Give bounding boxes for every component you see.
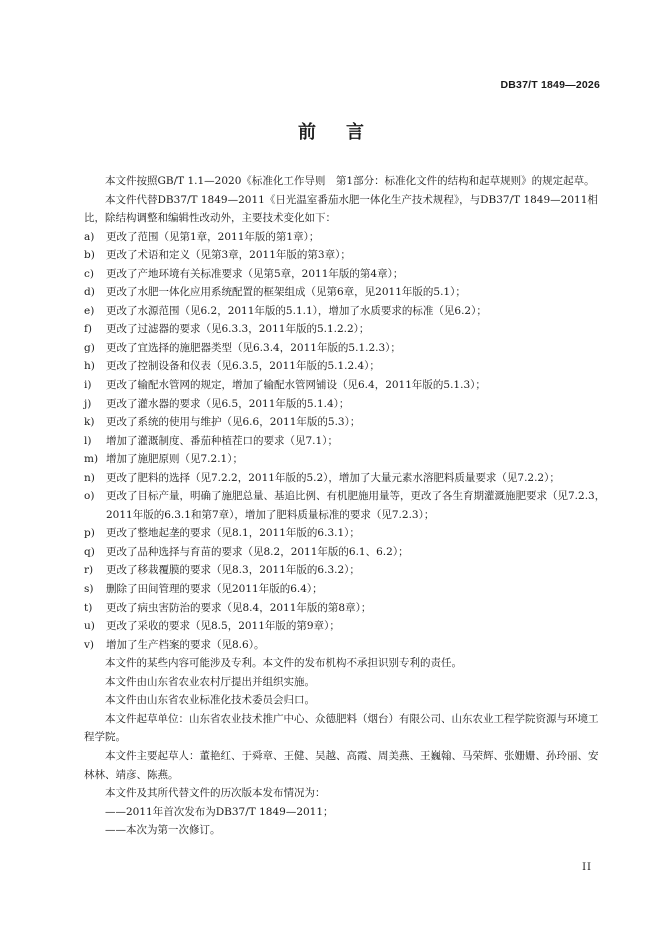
drafting-units-paragraph: 本文件起草单位：山东省农业技术推广中心、众德肥料（烟台）有限公司、山东农业工程学院资源与环境工程学院。 <box>84 712 599 744</box>
list-item <box>84 413 606 432</box>
list-marker: j) <box>84 397 92 410</box>
intro-paragraph: 本文件按照GB/T 1.1—2020《标准化工作导则 第1部分：标准化文件的结构和起草规则》的规定起草。 <box>105 175 595 187</box>
list-text: 更改了采收的要求（见8.5，2011年版的第9章）； <box>106 620 340 633</box>
list-item <box>84 283 606 302</box>
page-title: 前言 <box>298 122 394 143</box>
list-marker: k) <box>84 416 95 429</box>
list-marker: n) <box>84 471 95 484</box>
foreword-body <box>84 172 606 840</box>
list-item <box>84 228 606 247</box>
list-marker: u) <box>84 620 95 633</box>
list-marker: f) <box>84 323 92 336</box>
list-text: 删除了田间管理的要求（见2011年版的6.4）； <box>106 583 323 596</box>
list-marker: s) <box>84 583 94 596</box>
list-marker: p) <box>84 527 95 540</box>
list-item <box>84 246 606 265</box>
list-marker: l) <box>84 434 92 447</box>
list-marker: d) <box>84 286 95 299</box>
list-text: 增加了灌溉制度、番茄种植茬口的要求（见7.1）； <box>106 434 338 447</box>
list-text: 更改了过滤器的要求（见6.3.3，2011年版的5.1.2.2）； <box>106 323 370 336</box>
list-item <box>84 561 606 580</box>
list-text: 更改了产地环境有关标准要求（见第5章，2011年版的第4章）； <box>106 267 404 280</box>
list-item <box>84 599 606 618</box>
list-item <box>84 580 606 599</box>
history-item: ——本次为第一次修订。 <box>105 824 221 837</box>
list-marker: o) <box>84 490 95 503</box>
list-text: 增加了生产档案的要求（见8.6）。 <box>106 638 265 651</box>
list-item <box>84 636 606 655</box>
list-marker: r) <box>84 564 94 577</box>
list-item <box>84 487 606 524</box>
statement-paragraph: 本文件由山东省农业农村厅提出并组织实施。 <box>105 675 315 688</box>
list-text: 更改了目标产量，明确了施肥总量、基追比例、有机肥施用量等，更改了各生育期灌溉施肥要求（见7.2.3，2011年版的6.3.1和第7章），增加了肥料质量标准的要求（见7.2.3）； <box>106 490 606 521</box>
list-text: 增加了施肥原则（见7.2.1）； <box>106 453 243 466</box>
list-item <box>84 376 606 395</box>
changes-list <box>84 228 606 655</box>
list-item <box>84 543 606 562</box>
list-item <box>84 469 606 488</box>
list-item <box>84 265 606 284</box>
list-marker: a) <box>84 230 95 243</box>
history-item: ——2011年首次发布为DB37/T 1849—2011； <box>105 805 334 818</box>
list-text: 更改了整地起垄的要求（见8.1，2011年版的6.3.1）； <box>106 527 360 540</box>
list-text: 更改了移栽覆膜的要求（见8.3，2011年版的6.3.2）； <box>106 564 360 577</box>
list-item <box>84 617 606 636</box>
page-number: II <box>582 862 592 873</box>
list-marker: i) <box>84 379 92 392</box>
list-marker: m) <box>84 453 99 466</box>
list-text: 更改了宜选择的施肥器类型（见6.3.4，2011年版的5.1.2.3）； <box>106 341 401 354</box>
list-marker: b) <box>84 249 95 262</box>
list-marker: c) <box>84 267 94 280</box>
list-marker: q) <box>84 545 95 558</box>
drafters-paragraph: 本文件主要起草人：董艳红、于舜章、王健、吴越、高霞、周美燕、王巍翰、马荣辉、张姗姗、孙玲丽、安林林、靖彦、陈燕。 <box>84 749 599 781</box>
history-intro-paragraph: 本文件及其所代替文件的历次版本发布情况为： <box>105 787 326 800</box>
list-item <box>84 450 606 469</box>
list-item <box>84 302 606 321</box>
list-item <box>84 432 606 451</box>
list-text: 更改了范围（见第1章，2011年版的第1章）； <box>106 230 320 243</box>
list-item <box>84 524 606 543</box>
list-text: 更改了品种选择与育苗的要求（见8.2，2011年版的6.1、6.2）； <box>106 545 409 558</box>
list-text: 更改了控制设备和仪表（见6.3.5，2011年版的5.1.2.4）； <box>106 360 380 373</box>
standard-code: DB37/T 1849—2026 <box>500 79 600 91</box>
list-marker: g) <box>84 341 95 354</box>
list-item <box>84 339 606 358</box>
list-text: 更改了水源范围（见6.2，2011年版的5.1.1），增加了水质要求的标准（见6.2）； <box>106 304 487 317</box>
statement-paragraph: 本文件的某些内容可能涉及专利。本文件的发布机构不承担识别专利的责任。 <box>105 657 462 670</box>
list-text: 更改了灌水器的要求（见6.5，2011年版的5.1.4）； <box>106 397 350 410</box>
list-marker: t) <box>84 601 93 614</box>
list-item <box>84 320 606 339</box>
list-marker: e) <box>84 304 95 317</box>
list-text: 更改了病虫害防治的要求（见8.4，2011年版的第8章）； <box>106 601 372 614</box>
list-item <box>84 395 606 414</box>
list-text: 更改了输配水管网的规定，增加了输配水管网铺设（见6.4，2011年版的5.1.3）； <box>106 379 486 392</box>
list-text: 更改了水肥一体化应用系统配置的框架组成（见第6章，见2011年版的5.1）； <box>106 286 466 299</box>
list-marker: h) <box>84 360 95 373</box>
intro-paragraph: 本文件代替DB37/T 1849—2011《日光温室番茄水肥一体化生产技术规程》，与DB37/T 1849—2011相比，除结构调整和编辑性改动外，主要技术变化如下： <box>84 193 598 225</box>
statement-paragraph: 本文件由山东省农业标准化技术委员会归口。 <box>105 694 315 707</box>
list-text: 更改了术语和定义（见第3章，2011年版的第3章）； <box>106 249 351 262</box>
list-text: 更改了系统的使用与维护（见6.6，2011年版的5.3）； <box>106 416 361 429</box>
list-marker: v) <box>84 638 95 651</box>
list-text: 更改了肥料的选择（见7.2.2，2011年版的5.2），增加了大量元素水溶肥料质量要求（见7.2.2）； <box>106 471 560 484</box>
list-item <box>84 357 606 376</box>
